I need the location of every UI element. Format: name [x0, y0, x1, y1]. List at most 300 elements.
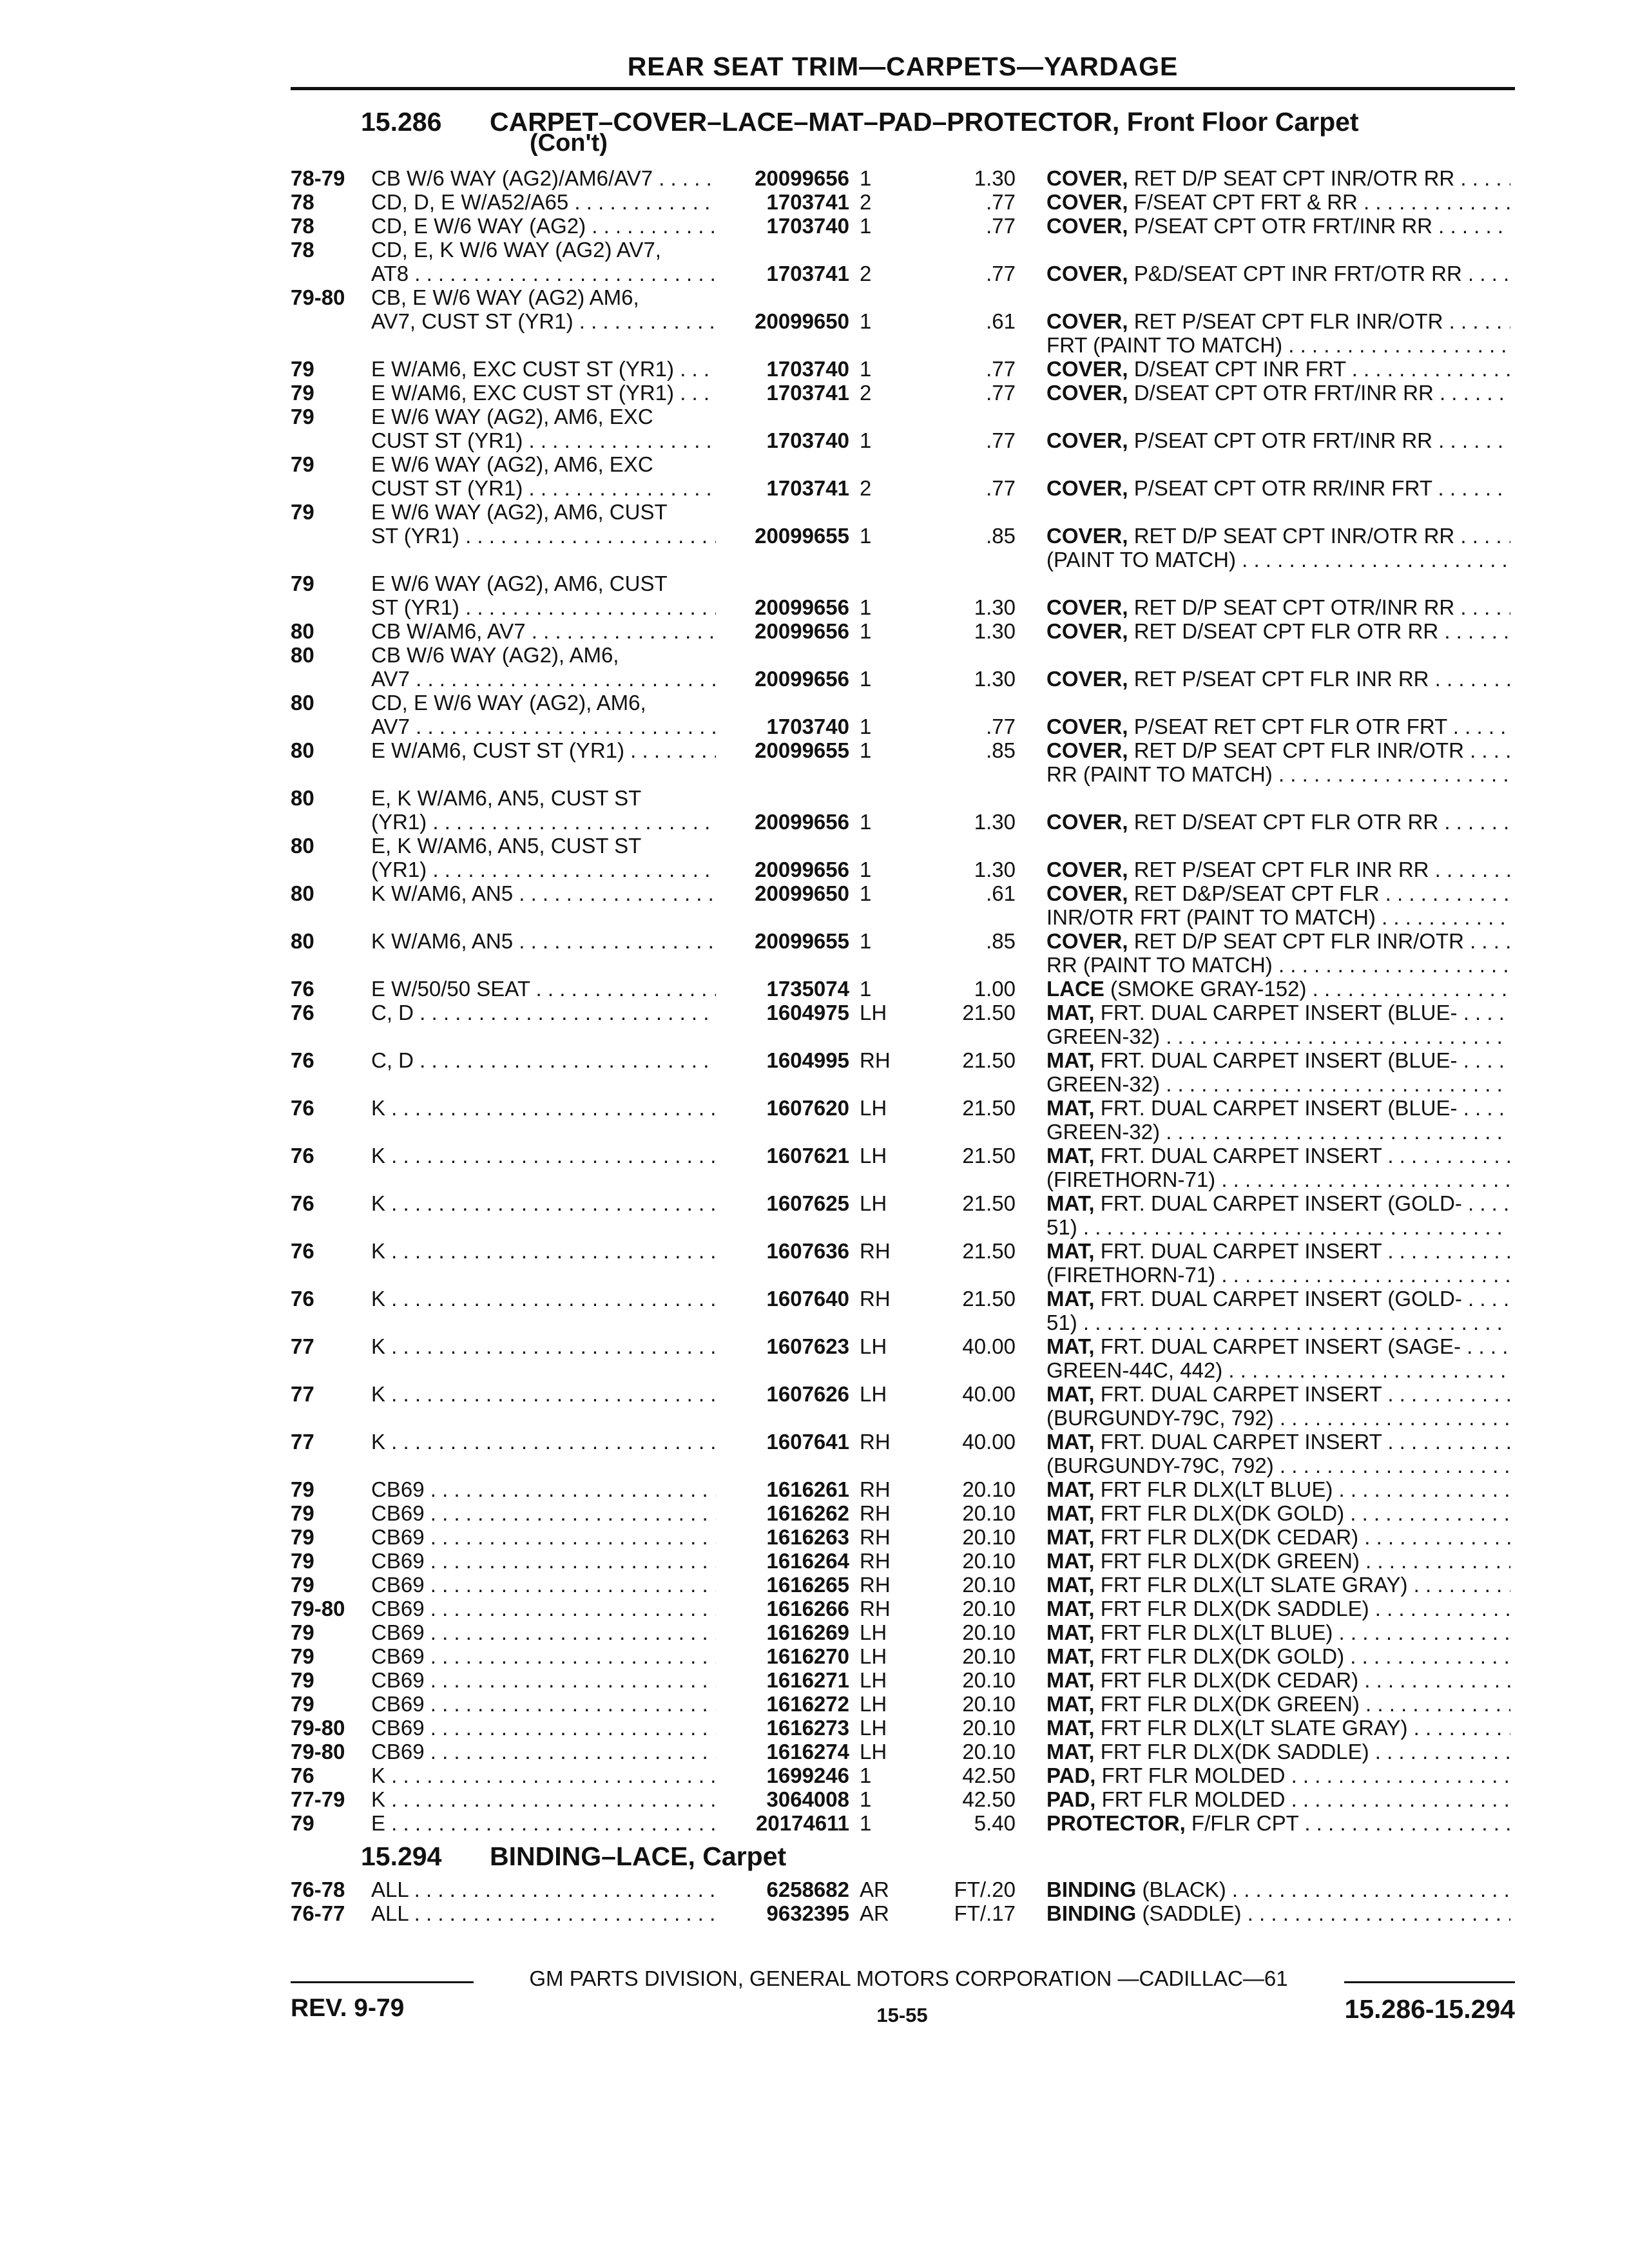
price-cell: 20.10: [962, 1525, 1016, 1549]
description-cell: [1046, 1382, 1510, 1406]
price-cell: 40.00: [962, 1430, 1016, 1454]
model-cell: CB69 . . .: [371, 1644, 716, 1668]
quantity-cell: 1: [860, 881, 872, 905]
table-row: [0, 977, 1629, 1001]
footer-publisher: GM PARTS DIVISION, GENERAL MOTORS CORPORATION —CADILLAC—61: [529, 1966, 1288, 1990]
description-text: D/SEAT CPT OTR FRT/INR RR: [1133, 381, 1434, 405]
year-cell: 79: [291, 1644, 314, 1668]
price-cell: 1.30: [974, 810, 1016, 834]
model-cell: CB69 . . .: [371, 1692, 716, 1716]
part-number-cell: 1703740: [766, 715, 849, 738]
description-text: P/SEAT CPT OTR FRT/INR RR: [1133, 214, 1432, 238]
description-cell: [1046, 1692, 1510, 1716]
table-row: [0, 333, 1629, 357]
year-cell: 79: [291, 1549, 314, 1573]
model-cell: CB69 . . .: [371, 1525, 716, 1549]
description-keyword: MAT,: [1046, 1740, 1095, 1763]
quantity-cell: 1: [860, 715, 872, 738]
description-cell: [1046, 1878, 1510, 1901]
description-text: FRT. DUAL CARPET INSERT (BLUE-: [1100, 1001, 1458, 1024]
description-keyword: BINDING: [1046, 1901, 1137, 1925]
table-row: [0, 309, 1629, 333]
description-text: FRT FLR DLX(DK CEDAR): [1100, 1525, 1359, 1549]
description-text: FRT FLR DLX(DK GREEN): [1100, 1692, 1360, 1716]
part-number-cell: 3064008: [766, 1787, 849, 1811]
quantity-cell: 1: [860, 929, 872, 953]
description-cell: [1046, 1215, 1510, 1239]
description-keyword: MAT,: [1046, 1644, 1095, 1668]
description-cell: [1046, 1406, 1510, 1430]
part-number-cell: 9632395: [766, 1901, 849, 1925]
description-cell: [1046, 858, 1510, 881]
description-keyword: COVER,: [1046, 190, 1128, 214]
quantity-cell: 1: [860, 619, 872, 643]
year-cell: 79: [291, 1477, 314, 1501]
description-keyword: COVER,: [1046, 858, 1128, 881]
description-keyword: COVER,: [1046, 166, 1128, 190]
price-cell: .61: [986, 309, 1016, 333]
part-number-cell: 1735074: [766, 977, 849, 1001]
description-text: FRT. DUAL CARPET INSERT: [1100, 1382, 1382, 1406]
description-cell: [1046, 1168, 1510, 1191]
description-cell: [1046, 190, 1510, 214]
description-cell: [1046, 214, 1510, 238]
description-text: INR/OTR FRT (PAINT TO MATCH): [1046, 905, 1376, 929]
footer-page-number: 15-55: [876, 2004, 928, 2026]
quantity-cell: 1: [860, 667, 872, 691]
price-cell: .77: [986, 476, 1016, 500]
part-number-cell: 1604975: [766, 1001, 849, 1024]
description-text: GREEN-44C, 442): [1046, 1358, 1223, 1382]
table-row: [0, 1644, 1629, 1668]
price-cell: 21.50: [962, 1048, 1016, 1072]
table-row: [0, 357, 1629, 381]
part-number-cell: 1607620: [766, 1096, 849, 1120]
price-cell: FT/.17: [954, 1901, 1016, 1925]
description-text: (BURGUNDY-79C, 792): [1046, 1406, 1274, 1430]
year-cell: 79-80: [291, 285, 345, 309]
footer-section-range: 15.286-15.294: [1344, 1994, 1515, 2024]
model-cell: CD, D, E W/A52/A65 . . .: [371, 190, 716, 214]
quantity-cell: 2: [860, 381, 872, 405]
description-keyword: COVER,: [1046, 667, 1128, 691]
price-cell: 20.10: [962, 1597, 1016, 1620]
description-cell: [1046, 619, 1510, 643]
model-cell: E W/6 WAY (AG2), AM6, CUST: [371, 500, 668, 524]
quantity-cell: 1: [860, 858, 872, 881]
quantity-cell: LH: [860, 1144, 887, 1168]
quantity-cell: RH: [860, 1239, 891, 1263]
description-text: (FIRETHORN-71): [1046, 1263, 1216, 1287]
description-text: D/SEAT CPT INR FRT: [1133, 357, 1346, 381]
table-row: [0, 1811, 1629, 1835]
part-number-cell: 20099650: [755, 309, 849, 333]
model-cell: CB69 . . .: [371, 1477, 716, 1501]
quantity-cell: AR: [860, 1901, 889, 1925]
model-cell: ALL . . .: [371, 1878, 716, 1901]
part-number-cell: 1616263: [766, 1525, 849, 1549]
description-text: F/SEAT CPT FRT & RR: [1133, 190, 1358, 214]
description-text: FRT (PAINT TO MATCH): [1046, 333, 1283, 357]
model-cell: CD, E, K W/6 WAY (AG2) AV7,: [371, 238, 661, 262]
description-text: 51): [1046, 1215, 1077, 1239]
model-cell: ST (YR1) . . .: [371, 595, 716, 619]
part-number-cell: 1703741: [766, 262, 849, 285]
description-keyword: MAT,: [1046, 1382, 1095, 1406]
page-title: REAR SEAT TRIM—CARPETS—YARDAGE: [627, 52, 1179, 81]
table-row: [0, 1287, 1629, 1311]
description-cell: [1046, 667, 1510, 691]
description-cell: [1046, 548, 1510, 572]
table-row: [0, 1072, 1629, 1096]
description-keyword: MAT,: [1046, 1239, 1095, 1263]
year-cell: 78: [291, 190, 314, 214]
description-text: FRT. DUAL CARPET INSERT (BLUE-: [1100, 1048, 1458, 1072]
year-cell: 80: [291, 619, 314, 643]
description-text: P&D/SEAT CPT INR FRT/OTR RR: [1133, 262, 1462, 285]
description-cell: [1046, 1072, 1510, 1096]
table-row: [0, 190, 1629, 214]
quantity-cell: LH: [860, 1692, 887, 1716]
year-cell: 77: [291, 1334, 314, 1358]
description-text: FRT FLR DLX(DK GOLD): [1100, 1501, 1345, 1525]
description-text: FRT. DUAL CARPET INSERT (GOLD-: [1100, 1287, 1462, 1311]
description-cell: [1046, 977, 1510, 1001]
table-row: [0, 572, 1629, 595]
table-row: [0, 1692, 1629, 1716]
model-cell: CB W/6 WAY (AG2)/AM6/AV7 . . .: [371, 166, 716, 190]
description-text: FRT FLR DLX(LT SLATE GRAY): [1100, 1716, 1408, 1740]
header-rule: [291, 87, 1515, 90]
description-keyword: MAT,: [1046, 1525, 1095, 1549]
model-cell: CB69 . . .: [371, 1740, 716, 1763]
description-text: RET P/SEAT CPT FLR INR RR: [1133, 667, 1429, 691]
model-cell: C, D . . .: [371, 1001, 716, 1024]
year-cell: 80: [291, 929, 314, 953]
description-keyword: COVER,: [1046, 595, 1128, 619]
description-cell: [1046, 1668, 1510, 1692]
table-row: [0, 1096, 1629, 1120]
price-cell: 20.10: [962, 1740, 1016, 1763]
quantity-cell: 2: [860, 476, 872, 500]
part-number-cell: 1604995: [766, 1048, 849, 1072]
table-row: [0, 810, 1629, 834]
table-row: [0, 524, 1629, 548]
model-cell: E W/AM6, EXC CUST ST (YR1) . . .: [371, 381, 716, 405]
description-cell: [1046, 715, 1510, 738]
table-row: [0, 238, 1629, 262]
model-cell: CUST ST (YR1) . . .: [371, 428, 716, 452]
table-row: [0, 1120, 1629, 1144]
part-number-cell: 1703740: [766, 214, 849, 238]
year-cell: 79: [291, 357, 314, 381]
price-cell: 5.40: [974, 1811, 1016, 1835]
part-number-cell: 1703741: [766, 476, 849, 500]
quantity-cell: RH: [860, 1287, 891, 1311]
price-cell: .61: [986, 881, 1016, 905]
description-text: FRT. DUAL CARPET INSERT (SAGE-: [1100, 1334, 1461, 1358]
part-number-cell: 1699246: [766, 1763, 849, 1787]
year-cell: 76: [291, 1001, 314, 1024]
year-cell: 79-80: [291, 1740, 345, 1763]
description-keyword: MAT,: [1046, 1692, 1095, 1716]
table-row: [0, 1573, 1629, 1597]
description-text: (FIRETHORN-71): [1046, 1168, 1216, 1191]
quantity-cell: RH: [860, 1477, 891, 1501]
section-number: 15.286: [361, 107, 442, 137]
description-cell: [1046, 333, 1510, 357]
description-cell: [1046, 1525, 1510, 1549]
year-cell: 77-79: [291, 1787, 345, 1811]
part-number-cell: 20099656: [755, 858, 849, 881]
part-number-cell: 1616272: [766, 1692, 849, 1716]
part-number-cell: 1703741: [766, 381, 849, 405]
description-text: FRT FLR DLX(DK SADDLE): [1100, 1597, 1369, 1620]
model-cell: ST (YR1) . . .: [371, 524, 716, 548]
model-cell: CD, E W/6 WAY (AG2), AM6,: [371, 691, 646, 715]
model-cell: AV7, CUST ST (YR1) . . .: [371, 309, 716, 333]
description-text: FRT. DUAL CARPET INSERT (BLUE-: [1100, 1096, 1458, 1120]
footer-rule: [291, 1981, 474, 1983]
quantity-cell: LH: [860, 1716, 887, 1740]
quantity-cell: LH: [860, 1191, 887, 1215]
part-number-cell: 1607623: [766, 1334, 849, 1358]
quantity-cell: RH: [860, 1573, 891, 1597]
description-keyword: MAT,: [1046, 1620, 1095, 1644]
table-row: [0, 1454, 1629, 1477]
model-cell: E W/6 WAY (AG2), AM6, EXC: [371, 452, 653, 476]
footer-revision: REV. 9-79: [291, 1994, 405, 2022]
table-row: [0, 1549, 1629, 1573]
description-cell: [1046, 1263, 1510, 1287]
part-number-cell: 1607641: [766, 1430, 849, 1454]
table-row: [0, 858, 1629, 881]
price-cell: FT/.20: [954, 1878, 1016, 1901]
part-number-cell: 1616274: [766, 1740, 849, 1763]
table-row: [0, 1740, 1629, 1763]
price-cell: .77: [986, 357, 1016, 381]
price-cell: .77: [986, 190, 1016, 214]
description-cell: [1046, 476, 1510, 500]
model-cell: K . . .: [371, 1787, 716, 1811]
description-cell: [1046, 1454, 1510, 1477]
model-cell: CD, E W/6 WAY (AG2) . . .: [371, 214, 716, 238]
table-row: [0, 834, 1629, 858]
description-cell: [1046, 1287, 1510, 1311]
description-cell: [1046, 1239, 1510, 1263]
description-text: RET D/P SEAT CPT FLR INR/OTR: [1133, 929, 1464, 953]
table-row: [0, 1668, 1629, 1692]
model-cell: E W/AM6, CUST ST (YR1) . . .: [371, 738, 716, 762]
model-cell: E, K W/AM6, AN5, CUST ST: [371, 834, 642, 858]
description-cell: [1046, 524, 1510, 548]
part-number-cell: 20099656: [755, 166, 849, 190]
table-row: [0, 667, 1629, 691]
table-row: [0, 619, 1629, 643]
part-number-cell: 1607625: [766, 1191, 849, 1215]
price-cell: 1.30: [974, 166, 1016, 190]
description-cell: [1046, 1716, 1510, 1740]
model-cell: K . . .: [371, 1096, 716, 1120]
description-keyword: COVER,: [1046, 214, 1128, 238]
part-number-cell: 20099656: [755, 810, 849, 834]
model-cell: CB69 . . .: [371, 1501, 716, 1525]
description-text: RET D/P SEAT CPT INR/OTR RR: [1133, 524, 1455, 548]
price-cell: 1.30: [974, 667, 1016, 691]
model-cell: CB, E W/6 WAY (AG2) AM6,: [371, 285, 639, 309]
table-row: [0, 1620, 1629, 1644]
part-number-cell: 1616264: [766, 1549, 849, 1573]
model-cell: E W/AM6, EXC CUST ST (YR1) . . .: [371, 357, 716, 381]
quantity-cell: 1: [860, 524, 872, 548]
model-cell: K . . .: [371, 1763, 716, 1787]
table-row: [0, 214, 1629, 238]
table-row: [0, 762, 1629, 786]
description-text: FRT FLR DLX(LT BLUE): [1100, 1477, 1333, 1501]
year-cell: 79: [291, 381, 314, 405]
part-number-cell: 1703740: [766, 428, 849, 452]
description-text: FRT FLR DLX(LT BLUE): [1100, 1620, 1333, 1644]
price-cell: 21.50: [962, 1096, 1016, 1120]
model-cell: C, D . . .: [371, 1048, 716, 1072]
description-cell: [1046, 953, 1510, 977]
part-number-cell: 1616265: [766, 1573, 849, 1597]
description-keyword: COVER,: [1046, 309, 1128, 333]
year-cell: 76: [291, 1144, 314, 1168]
quantity-cell: 1: [860, 214, 872, 238]
model-cell: CB69 . . .: [371, 1668, 716, 1692]
year-cell: 76: [291, 1239, 314, 1263]
section-title: CARPET–COVER–LACE–MAT–PAD–PROTECTOR, Front Floor Carpet: [490, 107, 1359, 137]
model-cell: K . . .: [371, 1191, 716, 1215]
price-cell: 40.00: [962, 1382, 1016, 1406]
description-keyword: MAT,: [1046, 1716, 1095, 1740]
price-cell: 21.50: [962, 1239, 1016, 1263]
year-cell: 79: [291, 452, 314, 476]
year-cell: 79: [291, 1620, 314, 1644]
description-cell: [1046, 1597, 1510, 1620]
table-row: [0, 1311, 1629, 1334]
table-row: [0, 1358, 1629, 1382]
table-row: [0, 1168, 1629, 1191]
description-keyword: MAT,: [1046, 1144, 1095, 1168]
table-row: [0, 1334, 1629, 1358]
description-keyword: COVER,: [1046, 715, 1128, 738]
quantity-cell: 1: [860, 595, 872, 619]
year-cell: 79: [291, 1692, 314, 1716]
description-cell: [1046, 166, 1510, 190]
description-text: P/SEAT RET CPT FLR OTR FRT: [1133, 715, 1447, 738]
part-number-cell: 1607626: [766, 1382, 849, 1406]
quantity-cell: 1: [860, 357, 872, 381]
quantity-cell: 2: [860, 262, 872, 285]
quantity-cell: LH: [860, 1382, 887, 1406]
description-keyword: MAT,: [1046, 1549, 1095, 1573]
year-cell: 80: [291, 881, 314, 905]
model-cell: K . . .: [371, 1239, 716, 1263]
description-keyword: COVER,: [1046, 262, 1128, 285]
table-row: [0, 1501, 1629, 1525]
quantity-cell: 1: [860, 810, 872, 834]
description-keyword: COVER,: [1046, 476, 1128, 500]
quantity-cell: RH: [860, 1597, 891, 1620]
description-keyword: COVER,: [1046, 381, 1128, 405]
description-keyword: PAD,: [1046, 1787, 1096, 1811]
part-number-cell: 1616262: [766, 1501, 849, 1525]
quantity-cell: 1: [860, 738, 872, 762]
model-cell: K . . .: [371, 1430, 716, 1454]
description-cell: [1046, 428, 1510, 452]
description-text: FRT FLR DLX(DK GREEN): [1100, 1549, 1360, 1573]
description-text: RET D/P SEAT CPT OTR/INR RR: [1133, 595, 1455, 619]
quantity-cell: AR: [860, 1878, 889, 1901]
section-number: 15.294: [361, 1841, 442, 1871]
model-cell: AV7 . . .: [371, 667, 716, 691]
description-text: FRT FLR DLX(DK CEDAR): [1100, 1668, 1359, 1692]
model-cell: ALL . . .: [371, 1901, 716, 1925]
description-keyword: PROTECTOR,: [1046, 1811, 1186, 1835]
description-keyword: COVER,: [1046, 738, 1128, 762]
year-cell: 79: [291, 1525, 314, 1549]
price-cell: .77: [986, 262, 1016, 285]
description-text: FRT. DUAL CARPET INSERT (GOLD-: [1100, 1191, 1462, 1215]
price-cell: 21.50: [962, 1287, 1016, 1311]
price-cell: 1.30: [974, 858, 1016, 881]
model-cell: CB69 . . .: [371, 1597, 716, 1620]
model-cell: K . . .: [371, 1144, 716, 1168]
table-row: [0, 1878, 1629, 1901]
quantity-cell: RH: [860, 1048, 891, 1072]
table-row: [0, 881, 1629, 905]
description-text: GREEN-32): [1046, 1120, 1161, 1144]
quantity-cell: 1: [860, 1787, 872, 1811]
table-row: [0, 1001, 1629, 1024]
description-cell: [1046, 1311, 1510, 1334]
table-row: [0, 1716, 1629, 1740]
description-text: P/SEAT CPT OTR RR/INR FRT: [1133, 476, 1432, 500]
description-keyword: MAT,: [1046, 1096, 1095, 1120]
price-cell: 1.30: [974, 595, 1016, 619]
table-row: [0, 595, 1629, 619]
description-keyword: COVER,: [1046, 357, 1128, 381]
model-cell: (YR1) . . .: [371, 858, 716, 881]
description-cell: [1046, 1120, 1510, 1144]
description-text: RET D/P SEAT CPT INR/OTR RR: [1133, 166, 1455, 190]
description-keyword: COVER,: [1046, 524, 1128, 548]
part-number-cell: 1607636: [766, 1239, 849, 1263]
section-subtitle: (Con't): [530, 130, 608, 157]
quantity-cell: LH: [860, 1740, 887, 1763]
part-number-cell: 20099655: [755, 929, 849, 953]
price-cell: 20.10: [962, 1668, 1016, 1692]
model-cell: CB69 . . .: [371, 1573, 716, 1597]
model-cell: E W/6 WAY (AG2), AM6, EXC: [371, 405, 653, 428]
description-cell: [1046, 1501, 1510, 1525]
year-cell: 76: [291, 1763, 314, 1787]
description-keyword: COVER,: [1046, 881, 1128, 905]
description-keyword: PAD,: [1046, 1763, 1096, 1787]
description-keyword: MAT,: [1046, 1573, 1095, 1597]
year-cell: 79: [291, 500, 314, 524]
description-text: RR (PAINT TO MATCH): [1046, 953, 1273, 977]
quantity-cell: RH: [860, 1430, 891, 1454]
part-number-cell: 20099656: [755, 595, 849, 619]
table-row: [0, 1215, 1629, 1239]
description-cell: [1046, 1644, 1510, 1668]
description-cell: [1046, 595, 1510, 619]
model-cell: E W/6 WAY (AG2), AM6, CUST: [371, 572, 668, 595]
year-cell: 79: [291, 1573, 314, 1597]
